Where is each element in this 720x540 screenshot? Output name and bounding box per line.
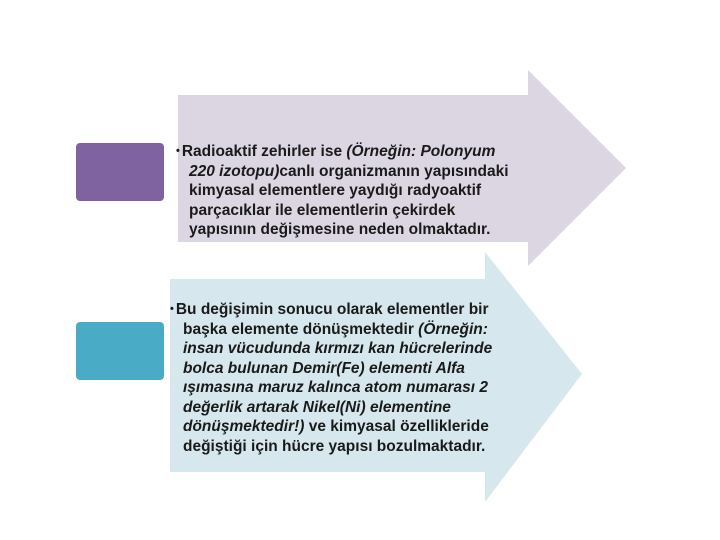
text-line: değiştiği için hücre yapısı bozulmaktadır.	[183, 437, 486, 455]
blue-marker-square	[76, 322, 164, 380]
text-line	[176, 162, 576, 182]
text-line-italic: değerlik artarak Nikel(Ni) elementine	[183, 398, 451, 416]
text-span-italic: 220 izotopu)	[189, 162, 280, 180]
text-line	[170, 417, 570, 437]
bullet: •	[176, 145, 180, 157]
text-line-italic: bolca bulunan Demir(Fe) elementi Alfa	[183, 359, 465, 377]
bullet: •	[170, 303, 174, 315]
text-line-italic: ışımasına maruz kalınca atom numarası 2	[183, 379, 488, 396]
text-line: parçacıklar ile elementlerin çekirdek	[189, 201, 456, 219]
text-span: ve kimyasal özellikleride	[304, 418, 489, 435]
text-line: yapısının değişmesine neden olmaktadır.	[189, 221, 491, 238]
text-span-italic: (Örneğin:	[418, 320, 488, 338]
text-block-element-transformation	[170, 300, 570, 456]
text-span: Radioaktif zehirler ise	[181, 143, 347, 160]
text-line	[170, 320, 570, 340]
text-line-italic: insan vücudunda kırmızı kan hücrelerinde	[183, 340, 493, 357]
text-span-italic: (Örneğin: Polonyum	[346, 143, 496, 160]
text-line	[170, 300, 570, 320]
text-line	[176, 142, 576, 162]
text-span: Bu değişimin sonucu olarak elementler bir	[175, 301, 489, 318]
text-span-italic: dönüşmektedir!)	[183, 418, 305, 435]
text-span: canlı organizmanın yapısındaki	[279, 162, 509, 180]
purple-marker-square	[76, 143, 164, 201]
text-block-radioactive-poisons	[176, 142, 576, 240]
text-line: kimyasal elementlere yaydığı radyoaktif	[189, 182, 482, 199]
text-span: başka elemente dönüşmektedir	[183, 320, 419, 338]
